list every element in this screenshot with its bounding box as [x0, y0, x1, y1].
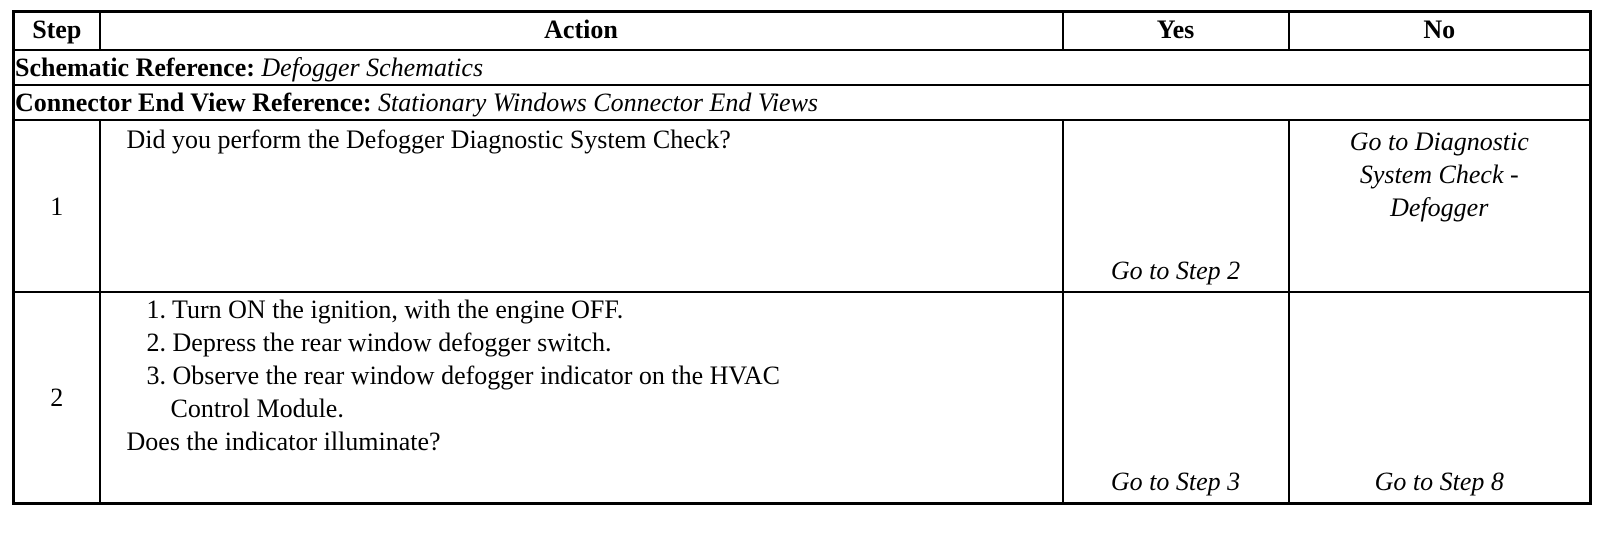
action-item-2: 2. Depress the rear window defogger switch.: [146, 328, 612, 357]
header-action: Action: [100, 12, 1063, 51]
action-item-3-continued: Control Module.: [170, 394, 344, 423]
no-link-line-2[interactable]: System Check -: [1359, 160, 1519, 189]
connector-reference-row: [14, 85, 1591, 120]
yes-link[interactable]: Go to Step 2: [1110, 256, 1241, 285]
connector-reference-cell: [14, 85, 1591, 120]
no-link-line-3[interactable]: Defogger: [1390, 193, 1489, 222]
schematic-reference-cell: [14, 50, 1591, 85]
no-link-line-1[interactable]: Go to Diagnostic: [1349, 127, 1529, 156]
action-question: Did you perform the Defogger Diagnostic System Check?: [126, 125, 731, 154]
header-yes: Yes: [1063, 12, 1289, 51]
yes-cell: [1063, 292, 1289, 504]
yes-cell: [1063, 120, 1289, 292]
table-row: [14, 292, 1591, 504]
schematic-reference-row: [14, 50, 1591, 85]
action-cell: [100, 120, 1063, 292]
no-cell: [1289, 292, 1591, 504]
action-question: Does the indicator illuminate?: [126, 427, 441, 456]
header-no: No: [1289, 12, 1591, 51]
schematic-reference-label: Schematic Reference:: [15, 53, 255, 82]
step-number: 2: [14, 292, 100, 504]
connector-reference-label: Connector End View Reference:: [15, 88, 372, 117]
step-number: 1: [14, 120, 100, 292]
diagnostic-table: [12, 10, 1592, 505]
schematic-reference-link[interactable]: Defogger Schematics: [261, 53, 484, 82]
action-cell: [100, 292, 1063, 504]
yes-link[interactable]: Go to Step 3: [1110, 467, 1241, 496]
diagnostic-table-frame: [12, 10, 1589, 505]
table-row: [14, 120, 1591, 292]
header-row: [14, 12, 1591, 51]
connector-reference-link[interactable]: Stationary Windows Connector End Views: [377, 88, 819, 117]
action-item-1: 1. Turn ON the ignition, with the engine OFF.: [146, 295, 624, 324]
no-cell: [1289, 120, 1591, 292]
header-step: Step: [14, 12, 100, 51]
no-link[interactable]: Go to Step 8: [1374, 467, 1504, 496]
action-item-3: 3. Observe the rear window defogger indicator on the HVAC: [146, 361, 780, 390]
